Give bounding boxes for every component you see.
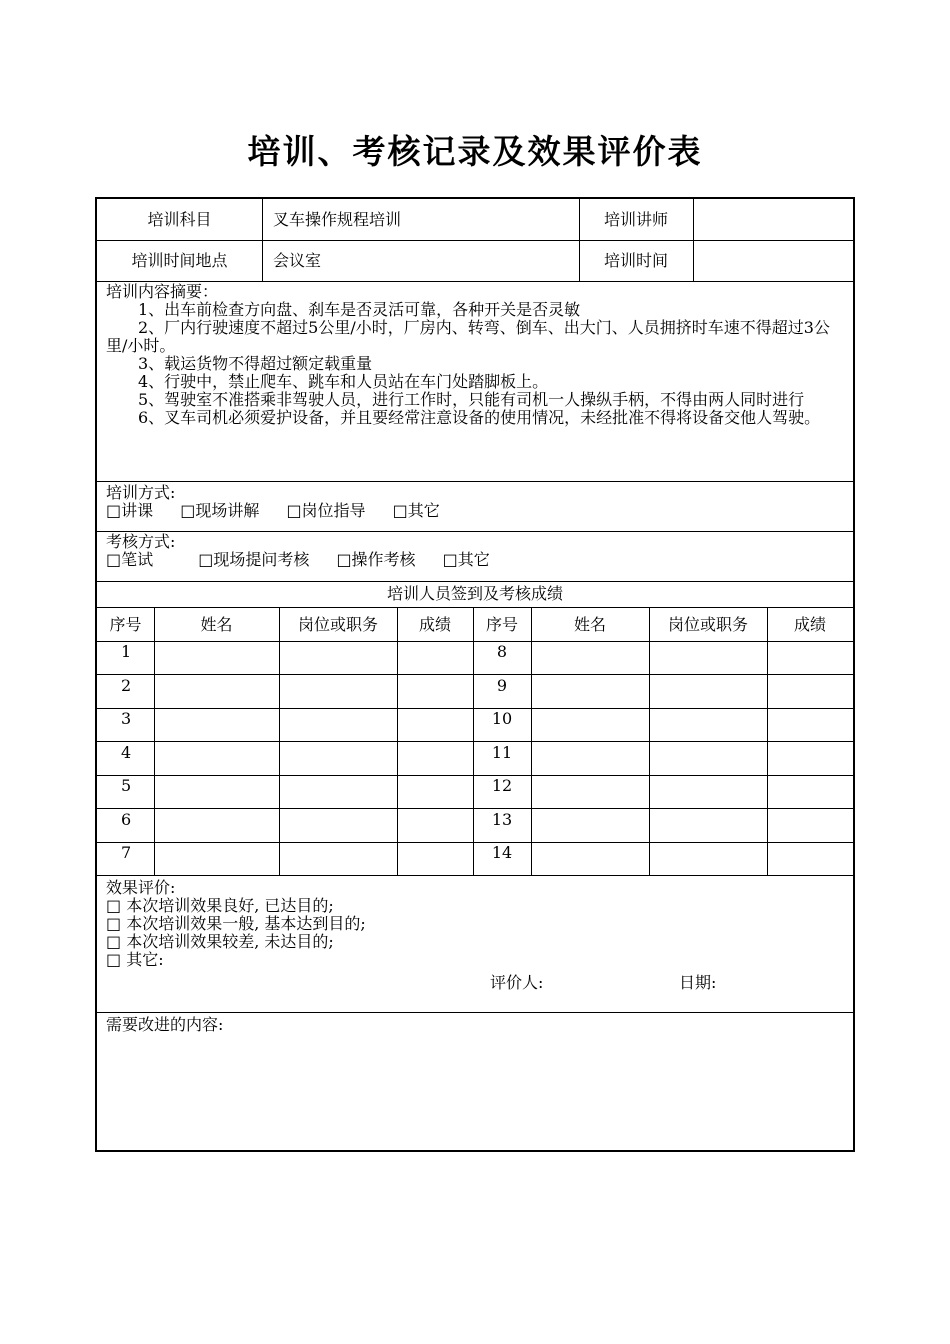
assess-checkbox-written[interactable]: □笔试 (106, 550, 154, 569)
row-number: 11 (491, 743, 513, 762)
row-number: 10 (491, 709, 513, 728)
col-header-number: 序号 (485, 615, 518, 634)
row-number: 14 (491, 843, 513, 862)
effect-evaluation (106, 879, 847, 969)
row-divider (97, 741, 853, 742)
col-divider (767, 607, 768, 875)
row-number: 8 (496, 642, 508, 661)
assessment-method-label: 考核方式: (106, 532, 176, 551)
row-divider (97, 674, 853, 675)
method-checkbox-post-guidance[interactable]: □岗位指导 (286, 501, 366, 520)
improvement-label: 需要改进的内容: (106, 1015, 224, 1034)
row-divider (97, 581, 853, 582)
row-number: 7 (121, 843, 132, 862)
col-divider (531, 607, 532, 875)
summary-label: 培训内容摘要： (106, 282, 219, 301)
trainer-label: 培训讲师 (603, 210, 668, 229)
time-label: 培训时间 (603, 251, 668, 270)
eval-checkbox-other[interactable]: □ 其它: (106, 950, 164, 969)
date-label: 日期: (679, 973, 717, 992)
col-divider (649, 607, 650, 875)
col-divider (397, 607, 398, 875)
assess-checkbox-oral[interactable]: □现场提问考核 (198, 550, 310, 569)
row-number: 4 (121, 743, 132, 762)
place-label: 培训时间地点 (131, 251, 228, 270)
summary-item: 6、叉车司机必须爱护设备，并且要经常注意设备的使用情况，未经批准不得将设备交他人驾驶。 (138, 408, 821, 427)
col-divider (693, 199, 694, 281)
col-header-score: 成绩 (793, 615, 826, 634)
training-method-label: 培训方式: (106, 483, 176, 502)
row-number: 3 (121, 709, 132, 728)
method-checkbox-other[interactable]: □其它 (392, 501, 440, 520)
col-header-score: 成绩 (418, 615, 451, 634)
row-number: 6 (121, 810, 132, 829)
eval-checkbox-poor[interactable]: □ 本次培训效果较差, 未达目的; (106, 932, 334, 951)
row-divider (97, 875, 853, 876)
col-header-position: 岗位或职务 (667, 615, 748, 634)
col-divider (279, 607, 280, 875)
row-divider (97, 1012, 853, 1013)
method-checkbox-onsite[interactable]: □现场讲解 (180, 501, 260, 520)
method-checkbox-lecture[interactable]: □讲课 (106, 501, 154, 520)
col-header-number: 序号 (109, 615, 142, 634)
summary-item: 1、出车前检查方向盘、刹车是否灵活可靠，各种开关是否灵敏 (138, 300, 581, 319)
row-number: 9 (496, 676, 508, 695)
form-table (95, 197, 855, 1152)
eval-checkbox-average[interactable]: □ 本次培训效果一般, 基本达到目的; (106, 914, 366, 933)
col-header-name: 姓名 (200, 615, 233, 634)
col-divider (262, 199, 263, 281)
assess-checkbox-other[interactable]: □其它 (442, 550, 490, 569)
form-title: 培训、考核记录及效果评价表 (247, 132, 703, 171)
summary-item: 3、载运货物不得超过额定载重量 (138, 354, 373, 373)
row-divider (97, 607, 853, 608)
col-header-position: 岗位或职务 (297, 615, 378, 634)
place-value[interactable]: 会议室 (273, 251, 322, 270)
col-header-name: 姓名 (573, 615, 606, 634)
row-number: 13 (491, 810, 513, 829)
summary-item: 4、行驶中，禁止爬车、跳车和人员站在车门处踏脚板上。 (138, 372, 549, 391)
assessment-method (106, 533, 847, 569)
evaluation-label: 效果评价: (106, 878, 176, 897)
training-summary (106, 283, 847, 427)
row-divider (97, 240, 853, 241)
row-divider (97, 808, 853, 809)
row-number: 1 (121, 642, 132, 661)
row-divider (97, 481, 853, 482)
training-method (106, 484, 847, 520)
col-divider (154, 607, 155, 875)
row-number: 12 (491, 776, 513, 795)
row-number: 5 (121, 776, 132, 795)
row-number: 2 (121, 676, 132, 695)
summary-item: 2、厂内行驶速度不超过5公里/小时，厂房内、转弯、倒车、出大门、人员拥挤时车速不得超过3公里/小时。 (106, 318, 830, 355)
assess-checkbox-operation[interactable]: □操作考核 (336, 550, 416, 569)
subject-value[interactable]: 叉车操作规程培训 (273, 210, 402, 229)
signin-title: 培训人员签到及考核成绩 (386, 584, 563, 603)
row-divider (97, 531, 853, 532)
eval-checkbox-good[interactable]: □ 本次培训效果良好, 已达目的; (106, 896, 334, 915)
subject-label: 培训科目 (147, 210, 212, 229)
summary-item: 5、驾驶室不准搭乘非驾驶人员，进行工作时，只能有司机一人操纵手柄，不得由两人同时进行 (138, 390, 805, 409)
evaluator-label: 评价人: (490, 973, 544, 992)
